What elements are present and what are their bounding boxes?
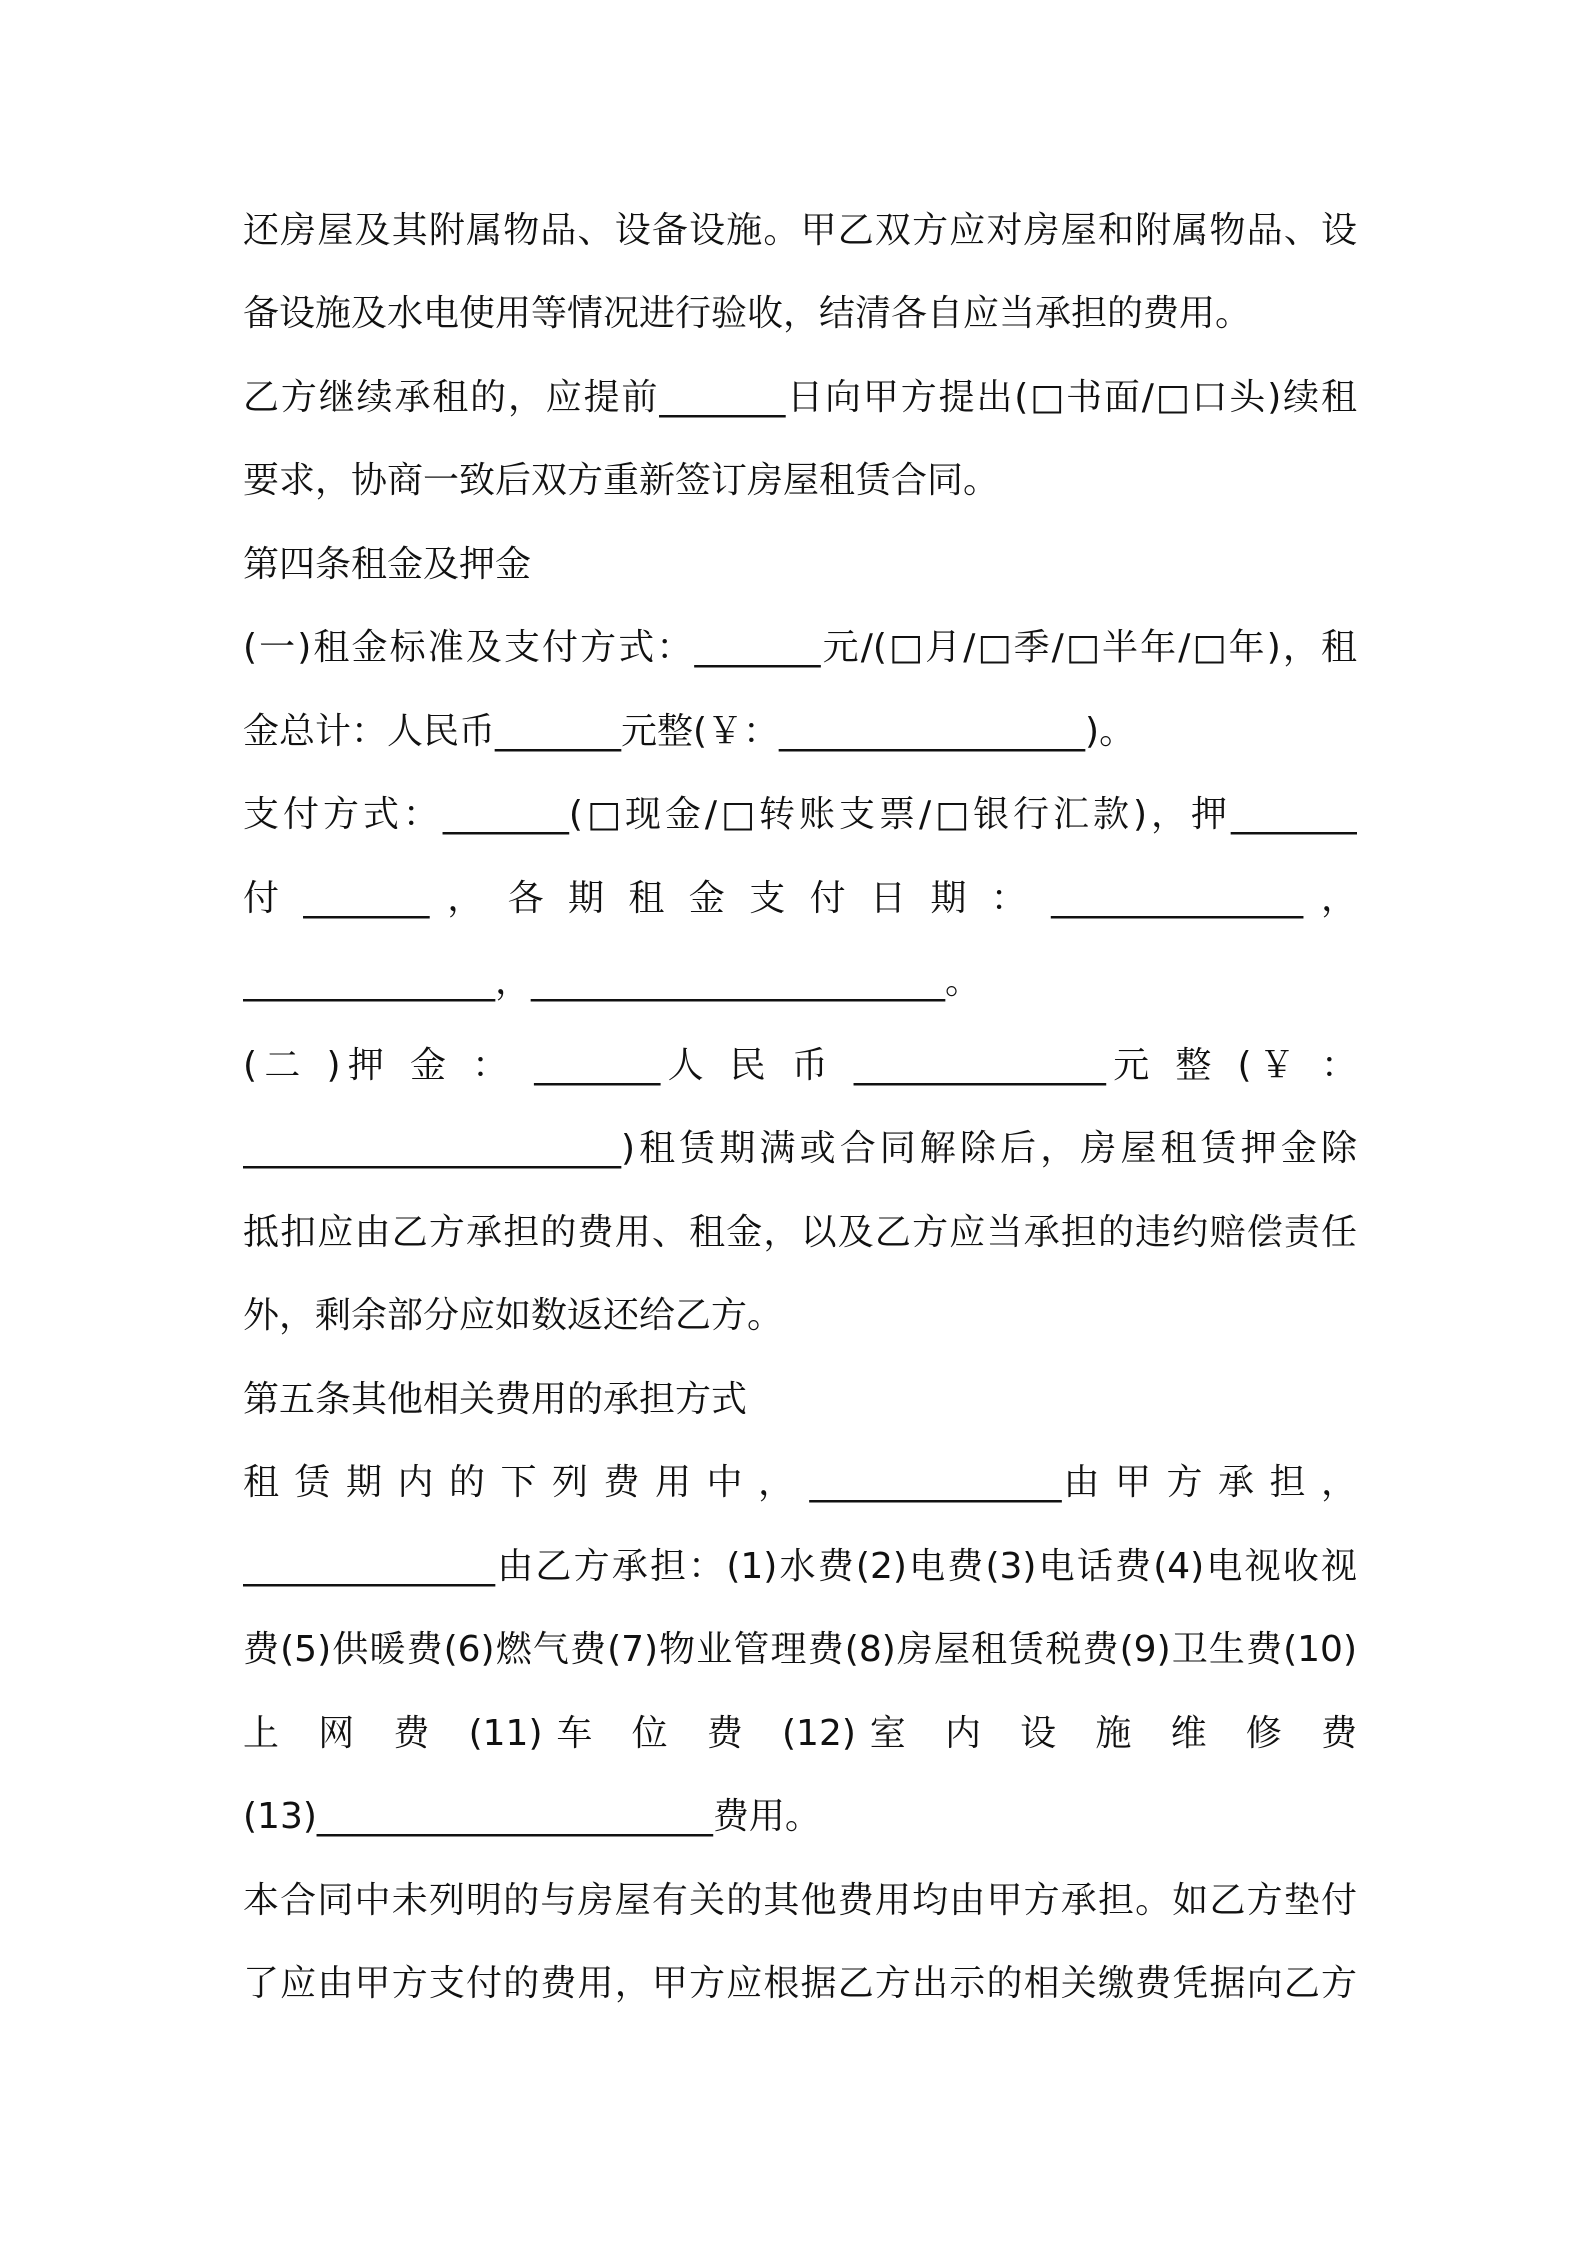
text-line: 支付方式：_______(□现金/□转账支票/□银行汇款)，押_______: [243, 794, 1357, 835]
text-line: 金总计：人民币_______元整(￥：_________________)。: [243, 711, 1136, 752]
text-line: 抵扣应由乙方承担的费用、租金，以及乙方应当承担的违约赔偿责任: [243, 1212, 1357, 1253]
text-line: (一)租金标准及支付方式：_______元/(□月/□季/□半年/□年)，租: [243, 627, 1357, 668]
text-line: 付 _______ ， 各 期 租 金 支 付 日 期 ： ______________ ，: [243, 878, 1357, 919]
text-line: 租 赁 期 内 的 下 列 费 用 中 ， ______________由 甲 方 承 担 ，: [243, 1462, 1357, 1503]
text-line: _____________________)租赁期满或合同解除后，房屋租赁押金除: [243, 1128, 1357, 1169]
text-line: 备设施及水电使用等情况进行验收，结清各自应当承担的费用。: [243, 293, 1252, 334]
text-line: 要求，协商一致后双方重新签订房屋租赁合同。: [243, 460, 1000, 501]
text-line: 乙方继续承租的，应提前_______日向甲方提出(□书面/□口头)续租: [243, 377, 1357, 418]
section-heading: 第五条其他相关费用的承担方式: [243, 1379, 748, 1420]
text-line: 本合同中未列明的与房屋有关的其他费用均由甲方承担。如乙方垫付: [243, 1880, 1357, 1921]
text-line: 了应由甲方支付的费用，甲方应根据乙方出示的相关缴费凭据向乙方: [243, 1963, 1357, 2004]
section-heading: 第四条租金及押金: [243, 544, 532, 585]
text-line: 还房屋及其附属物品、设备设施。甲乙双方应对房屋和附属物品、设: [243, 210, 1357, 251]
text-line: ______________，_______________________。: [243, 961, 981, 1002]
text-line: 外，剩余部分应如数返还给乙方。: [243, 1295, 784, 1336]
text-line: ______________由乙方承担：(1)水费(2)电费(3)电话费(4)电视收视: [243, 1546, 1357, 1587]
text-line: 费(5)供暖费(6)燃气费(7)物业管理费(8)房屋租赁税费(9)卫生费(10): [243, 1629, 1357, 1670]
text-line: (13)______________________费用。: [243, 1796, 821, 1837]
text-line: 上 网 费 (11)车 位 费 (12)室 内 设 施 维 修 费: [243, 1713, 1357, 1754]
text-line: (二 )押 金 ： _______人 民 币 ______________元 整 (￥ ：: [243, 1045, 1357, 1086]
